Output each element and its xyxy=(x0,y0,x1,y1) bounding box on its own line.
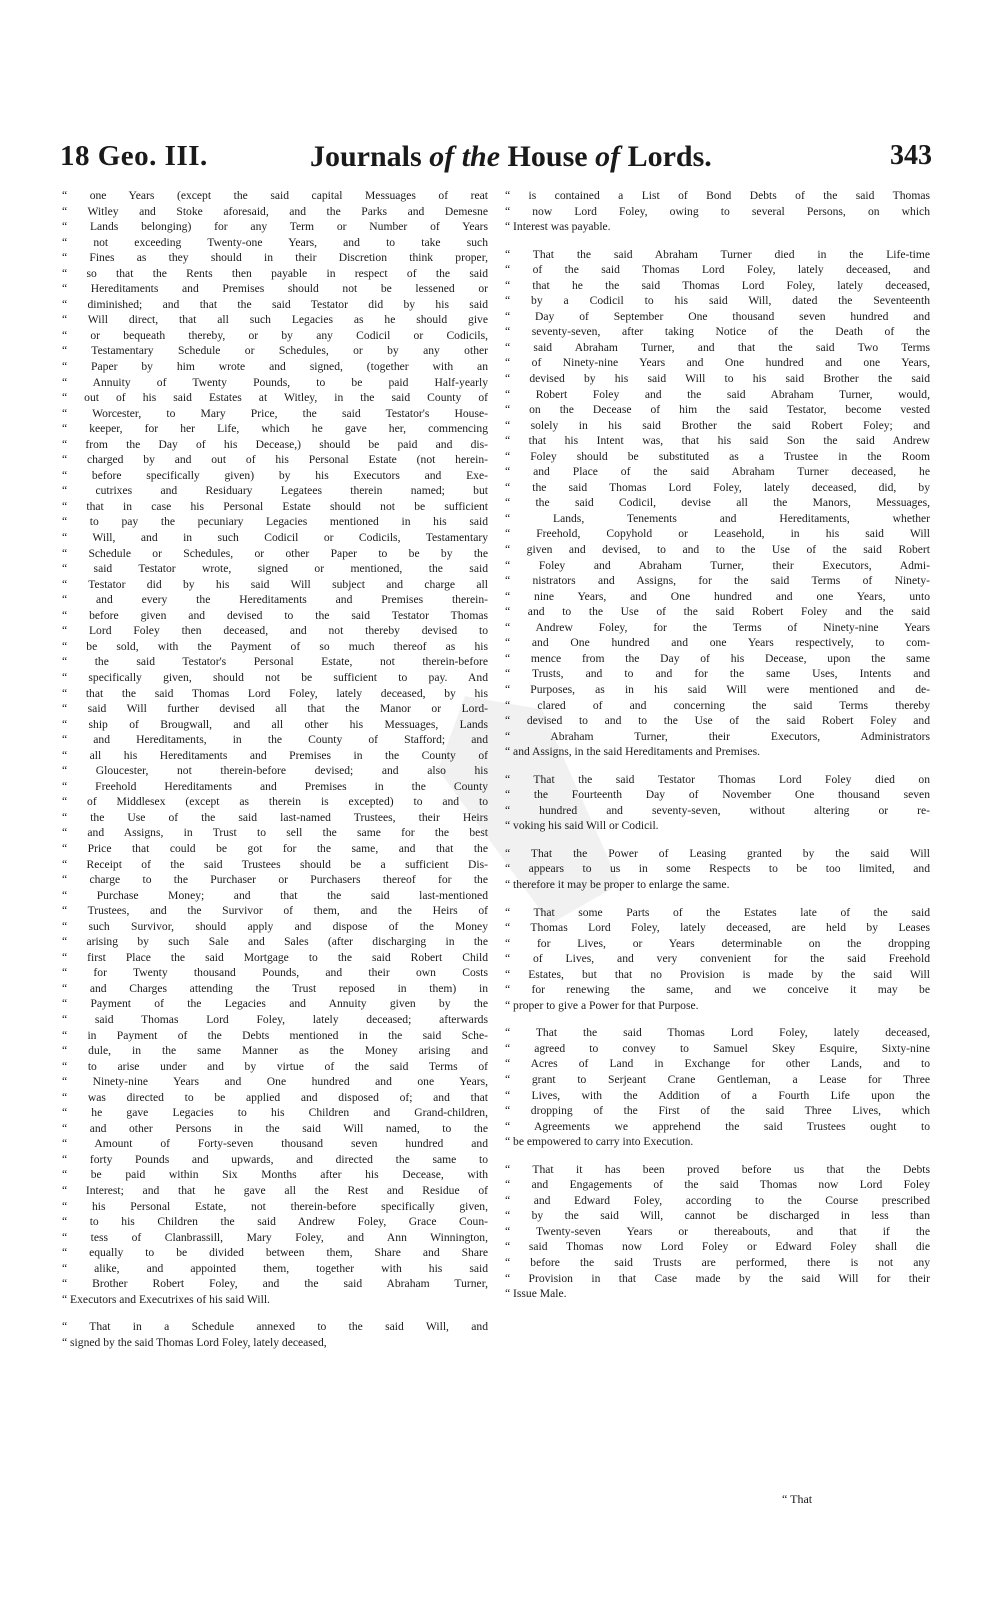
text-line: “ to pay the pecuniary Legacies mentioned in his said xyxy=(62,515,488,529)
text-line: “ first Place the said Mortgage to the said Robert Child xyxy=(62,950,488,964)
text-line: “ and Engagements of the said Thomas now Lord Foley xyxy=(505,1178,930,1192)
text-line: “ Testamentary Schedule or Schedules, or by any other xyxy=(62,344,488,358)
text-line: “ is contained a List of Bond Debts of the said Thomas xyxy=(505,189,930,202)
right-column xyxy=(505,188,930,1302)
text-line: “ Amount of Forty-seven thousand seven hundred and xyxy=(62,1137,488,1151)
text-line: “ said Abraham Turner, and that the said Two Terms xyxy=(505,340,930,354)
paragraph-gap xyxy=(505,1013,930,1025)
text-line: “ Receipt of the said Trustees should be a sufficient Dis- xyxy=(62,857,488,871)
catchword: “ That xyxy=(782,1492,813,1506)
text-line: “ diminished; and that the said Testator did by his said xyxy=(62,297,488,311)
text-line: “ on the Decease of him the said Testator, become vested xyxy=(505,403,930,417)
text-line: “ before the said Trusts are performed, there is not any xyxy=(505,1256,930,1269)
text-line: “ and every the Hereditaments and Premises therein- xyxy=(62,593,488,607)
text-line: “ Twenty-seven Years or thereabouts, and that if the xyxy=(505,1224,930,1238)
text-line: “ to arise under and by virtue of the said Terms of xyxy=(62,1059,488,1073)
text-line: “ charge to the Purchaser or Purchasers thereof for the xyxy=(62,873,488,887)
text-line: “ Trusts, and to and for the same Uses, Intents and xyxy=(505,667,930,681)
text-line: “ Lord Foley then deceased, and not thereby devised to xyxy=(62,624,488,638)
text-line: “ That the said Testator Thomas Lord Foley died on xyxy=(505,772,930,786)
text-line: “ Agreements we apprehend the said Trustees ought to xyxy=(505,1119,930,1133)
text-line: “ Freehold, Copyhold or Leasehold, in his said Will xyxy=(505,527,930,541)
text-line: “ Paper by him wrote and signed, (together with an xyxy=(62,360,488,374)
text-line: “ Freehold Hereditaments and Premises in the County xyxy=(62,779,488,793)
text-line: “ Lands, Tenements and Hereditaments, whether xyxy=(505,511,930,525)
text-line: “ given and devised, to and to the Use of the said Robert xyxy=(505,543,930,557)
title-of-2: of xyxy=(595,140,621,173)
text-line: “ therefore it may be proper to enlarge the same. xyxy=(505,877,730,891)
text-line: “ devised to and to the Use of the said Robert Foley and xyxy=(505,714,930,728)
text-line: “ and Assigns, in the said Hereditaments and Premises. xyxy=(505,745,761,759)
text-line: “ nine Years, and One hundred and one Years, unto xyxy=(505,589,930,603)
text-line: “ to his Children the said Andrew Foley, Grace Coun- xyxy=(62,1215,488,1229)
text-line: “ and Place of the said Abraham Turner deceased, he xyxy=(505,465,930,479)
text-line: “ appears to us in some Respects to be too limited, and xyxy=(505,862,930,876)
text-line: “ keeper, for her Life, which he gave her, commencing xyxy=(62,422,488,436)
text-line: “ be empowered to carry into Execution. xyxy=(505,1135,694,1149)
text-line: “ clared of and concerning the said Terms thereby xyxy=(505,698,930,712)
text-line: “ by the said Will, cannot be discharged in less than xyxy=(505,1209,930,1223)
text-line: “ Schedule or Schedules, or other Paper to be by the xyxy=(62,546,488,560)
text-line: “ one Years (except the said capital Messuages of reat xyxy=(62,189,488,202)
title-of: of xyxy=(429,140,455,173)
left-column xyxy=(62,188,488,1350)
text-line: “ said Testator wrote, signed or mentioned, the said xyxy=(62,562,488,576)
text-line: “ Acres of Land in Exchange for other Lands, and to xyxy=(505,1057,930,1071)
text-line: “ the said Thomas Lord Foley, lately deceased, did, by xyxy=(505,480,930,494)
text-line: “ Trustees, and the Survivor of them, and the Heirs of xyxy=(62,904,488,918)
text-line: “ so that the Rents then payable in respect of the said xyxy=(62,266,488,280)
text-line: “ be sold, with the Payment of so much thereof as his xyxy=(62,639,488,653)
text-line: “ Will, and in such Codicil or Codicils, Testamentary xyxy=(62,531,488,545)
text-line: “ and Charges attending the Trust reposed in them) in xyxy=(62,981,488,995)
text-line: “ Witley and Stoke aforesaid, and the Parks and Demesne xyxy=(62,204,488,218)
text-line: “ he gave Legacies to his Children and Grand-children, xyxy=(62,1106,488,1120)
text-line: “ That the said Abraham Turner died in the Life-time xyxy=(505,247,930,261)
text-line: “ such Survivor, should apply and dispose of the Money xyxy=(62,919,488,933)
text-line: “ before specifically given) by his Executors and Exe- xyxy=(62,468,488,482)
text-line: “ was directed to be applied and disposed of; and that xyxy=(62,1090,488,1104)
text-line: “ solely in his said Brother the said Robert Foley; and xyxy=(505,418,930,432)
text-line: “ Estates, but that no Provision is made by the said Will xyxy=(505,967,930,981)
text-line: “ Day of September One thousand seven hundred and xyxy=(505,309,930,323)
page-number: 343 xyxy=(890,140,932,171)
text-line: “ not exceeding Twenty-one Years, and to take such xyxy=(62,235,488,249)
text-line: “ the Fourteenth Day of November One thousand seven xyxy=(505,788,930,802)
text-line: “ specifically given, should not be sufficient to pay. And xyxy=(62,670,488,684)
text-line: “ and to the Use of the said Robert Foley and the said xyxy=(505,605,930,619)
text-line: “ be paid within Six Months after his Decease, with xyxy=(62,1168,488,1182)
text-line: “ Will direct, that all such Legacies as he should give xyxy=(62,313,488,327)
text-line: “ Ninety-nine Years and One hundred and one Years, xyxy=(62,1075,488,1089)
text-line: “ of Ninety-nine Years and One hundred and one Years, xyxy=(505,356,930,370)
text-line: “ the said Testator's Personal Estate, not therein-before xyxy=(62,655,488,669)
text-line: “ the said Codicil, devise all the Manors, Messuages, xyxy=(505,496,930,510)
paragraph-gap xyxy=(505,235,930,247)
text-line: “ forty Pounds and upwards, and directed the same to xyxy=(62,1152,488,1166)
title-the: the xyxy=(461,140,501,173)
text-line: “ Fines as they should in their Discretion think proper, xyxy=(62,251,488,265)
text-line: “ hundred and seventy-seven, without altering or re- xyxy=(505,803,930,817)
paragraph-gap xyxy=(505,1150,930,1162)
paragraph-gap xyxy=(505,893,930,905)
text-line: “ Andrew Foley, for the Terms of Ninety-nine Years xyxy=(505,620,930,634)
text-line: “ That the Power of Leasing granted by the said Will xyxy=(505,846,930,860)
text-line: “ Lands belonging) for any Term or Number of Years xyxy=(62,220,488,234)
text-line: “ mence from the Day of his Decease, upon the same xyxy=(505,651,930,665)
text-line: “ agreed to convey to Samuel Skey Esquire, Sixty-nine xyxy=(505,1041,930,1055)
text-line: “ that his Intent was, that his said Son the said Andrew xyxy=(505,434,930,448)
text-line: “ proper to give a Power for that Purpose. xyxy=(505,998,699,1012)
page-header xyxy=(60,140,932,184)
text-line: “ Interest was payable. xyxy=(505,220,611,234)
text-line: “ Abraham Turner, their Executors, Administrators xyxy=(505,729,930,743)
text-line: “ Hereditaments and Premises should not be lessened or xyxy=(62,282,488,296)
text-line: “ That the said Thomas Lord Foley, lately deceased, xyxy=(505,1026,930,1040)
text-line: “ equally to be divided between them, Share and Share xyxy=(62,1246,488,1260)
title-house: House xyxy=(507,140,588,173)
text-line: “ said Thomas now Lord Foley or Edward Foley shall die xyxy=(505,1240,930,1254)
text-line: “ voking his said Will or Codicil. xyxy=(505,819,659,833)
text-line: “ and Assigns, in Trust to sell the same for the best xyxy=(62,826,488,840)
text-line: “ now Lord Foley, owing to several Persons, on which xyxy=(505,204,930,218)
text-line: “ signed by the said Thomas Lord Foley, lately deceased, xyxy=(62,1335,327,1349)
text-line: “ for Twenty thousand Pounds, and their own Costs xyxy=(62,966,488,980)
text-line: “ arising by such Sale and Sales (after discharging in the xyxy=(62,935,488,949)
text-line: “ nistrators and Assigns, for the said Terms of Ninety- xyxy=(505,574,930,588)
text-line: “ of the said Thomas Lord Foley, lately deceased, and xyxy=(505,263,930,277)
text-line: “ charged by and out of his Personal Estate (not herein- xyxy=(62,453,488,467)
text-line: “ Foley and Abraham Turner, their Executors, Admi- xyxy=(505,558,930,572)
text-line: “ seventy-seven, after taking Notice of the Death of the xyxy=(505,325,930,339)
text-line: “ dropping of the First of the said Three Lives, which xyxy=(505,1104,930,1118)
text-line: “ by a Codicil to his said Will, dated the Seventeenth xyxy=(505,294,930,308)
text-line: “ Thomas Lord Foley, lately deceased, are held by Leases xyxy=(505,921,930,935)
text-line: “ his Personal Estate, not therein-before specifically given, xyxy=(62,1199,488,1213)
text-line: “ tess of Clanbrassill, Mary Foley, and Ann Winnington, xyxy=(62,1230,488,1244)
text-line: “ Brother Robert Foley, and the said Abraham Turner, xyxy=(62,1277,488,1291)
text-line: “ devised by his said Will to his said Brother the said xyxy=(505,372,930,386)
text-line: “ Issue Male. xyxy=(505,1287,567,1301)
text-line: “ That some Parts of the Estates late of the said xyxy=(505,905,930,919)
title-lords: Lords. xyxy=(627,140,712,173)
text-line: “ Executors and Executrixes of his said Will. xyxy=(62,1292,270,1306)
text-line: “ in Payment of the Debts mentioned in the said Sche- xyxy=(62,1028,488,1042)
text-line: “ Foley should be substituted as a Trustee in the Room xyxy=(505,449,930,463)
text-line: “ all his Hereditaments and Premises in the County of xyxy=(62,748,488,762)
text-line: “ that in case his Personal Estate should not be sufficient xyxy=(62,499,488,513)
text-line: “ Worcester, to Mary Price, the said Testator's House- xyxy=(62,406,488,420)
text-line: “ before given and devised to the said Testator Thomas xyxy=(62,608,488,622)
text-line: “ and other Persons in the said Will named, to the xyxy=(62,1121,488,1135)
text-line: “ out of his said Estates at Witley, in the said County of xyxy=(62,391,488,405)
text-line: “ ship of Brougwall, and all other his Messuages, Lands xyxy=(62,717,488,731)
text-line: “ from the Day of his Decease,) should be paid and dis- xyxy=(62,437,488,451)
text-line: “ Annuity of Twenty Pounds, to be paid Half-yearly xyxy=(62,375,488,389)
text-line: “ Provision in that Case made by the said Will for their xyxy=(505,1271,930,1285)
text-line: “ Lives, with the Addition of a Fourth Life upon the xyxy=(505,1088,930,1102)
text-line: “ Interest; and that he gave all the Rest and Residue of xyxy=(62,1184,488,1197)
reign-label: 18 Geo. III. xyxy=(60,140,208,172)
text-line: “ grant to Serjeant Crane Gentleman, a Lease for Three xyxy=(505,1072,930,1086)
text-line: “ the Use of the said last-named Trustees, their Heirs xyxy=(62,810,488,824)
text-line: “ and One hundred and one Years respectively, to com- xyxy=(505,636,930,650)
title-journals: Journals xyxy=(310,140,422,173)
text-line: “ Purposes, as in his said Will were mentioned and de- xyxy=(505,682,930,696)
text-line: “ for renewing the same, and we conceive it may be xyxy=(505,983,930,997)
text-line: “ said Thomas Lord Foley, lately deceased; afterwards xyxy=(62,1012,488,1026)
text-line: “ dule, in the same Manner as the Money arising and xyxy=(62,1044,488,1058)
text-line: “ Gloucester, not therein-before devised; and also his xyxy=(62,764,488,778)
text-line: “ and Hereditaments, in the County of Stafford; and xyxy=(62,733,488,747)
text-line: “ for Lives, or Years determinable on the dropping xyxy=(505,936,930,950)
paragraph-gap xyxy=(505,834,930,846)
text-line: “ that the said Thomas Lord Foley, lately deceased, by his xyxy=(62,686,488,700)
text-line: “ of Middlesex (except as therein is excepted) to and to xyxy=(62,795,488,809)
journal-title xyxy=(310,140,712,174)
text-line: “ That it has been proved before us that the Debts xyxy=(505,1162,930,1176)
paragraph-gap xyxy=(505,760,930,772)
text-line: “ of Lives, and very convenient for the said Freehold xyxy=(505,952,930,966)
text-line: “ or bequeath thereby, or by any Codicil or Codicils, xyxy=(62,328,488,342)
text-line: “ cutrixes and Residuary Legatees therein named; but xyxy=(62,484,488,498)
text-line: “ Purchase Money; and that the said last-mentioned xyxy=(62,888,488,902)
text-line: “ Payment of the Legacies and Annuity given by the xyxy=(62,997,488,1011)
text-line: “ That in a Schedule annexed to the said Will, and xyxy=(62,1320,488,1334)
paragraph-gap xyxy=(62,1307,488,1319)
text-line: “ Price that could be got for the same, and that the xyxy=(62,841,488,855)
text-line: “ Robert Foley and the said Abraham Turner, would, xyxy=(505,387,930,401)
text-line: “ said Will further devised all that the Manor or Lord- xyxy=(62,702,488,716)
text-line: “ that he the said Thomas Lord Foley, lately deceased, xyxy=(505,278,930,292)
text-line: “ alike, and appointed them, together with his said xyxy=(62,1261,488,1275)
text-line: “ and Edward Foley, according to the Course prescribed xyxy=(505,1193,930,1207)
text-line: “ Testator did by his said Will subject and charge all xyxy=(62,577,488,591)
